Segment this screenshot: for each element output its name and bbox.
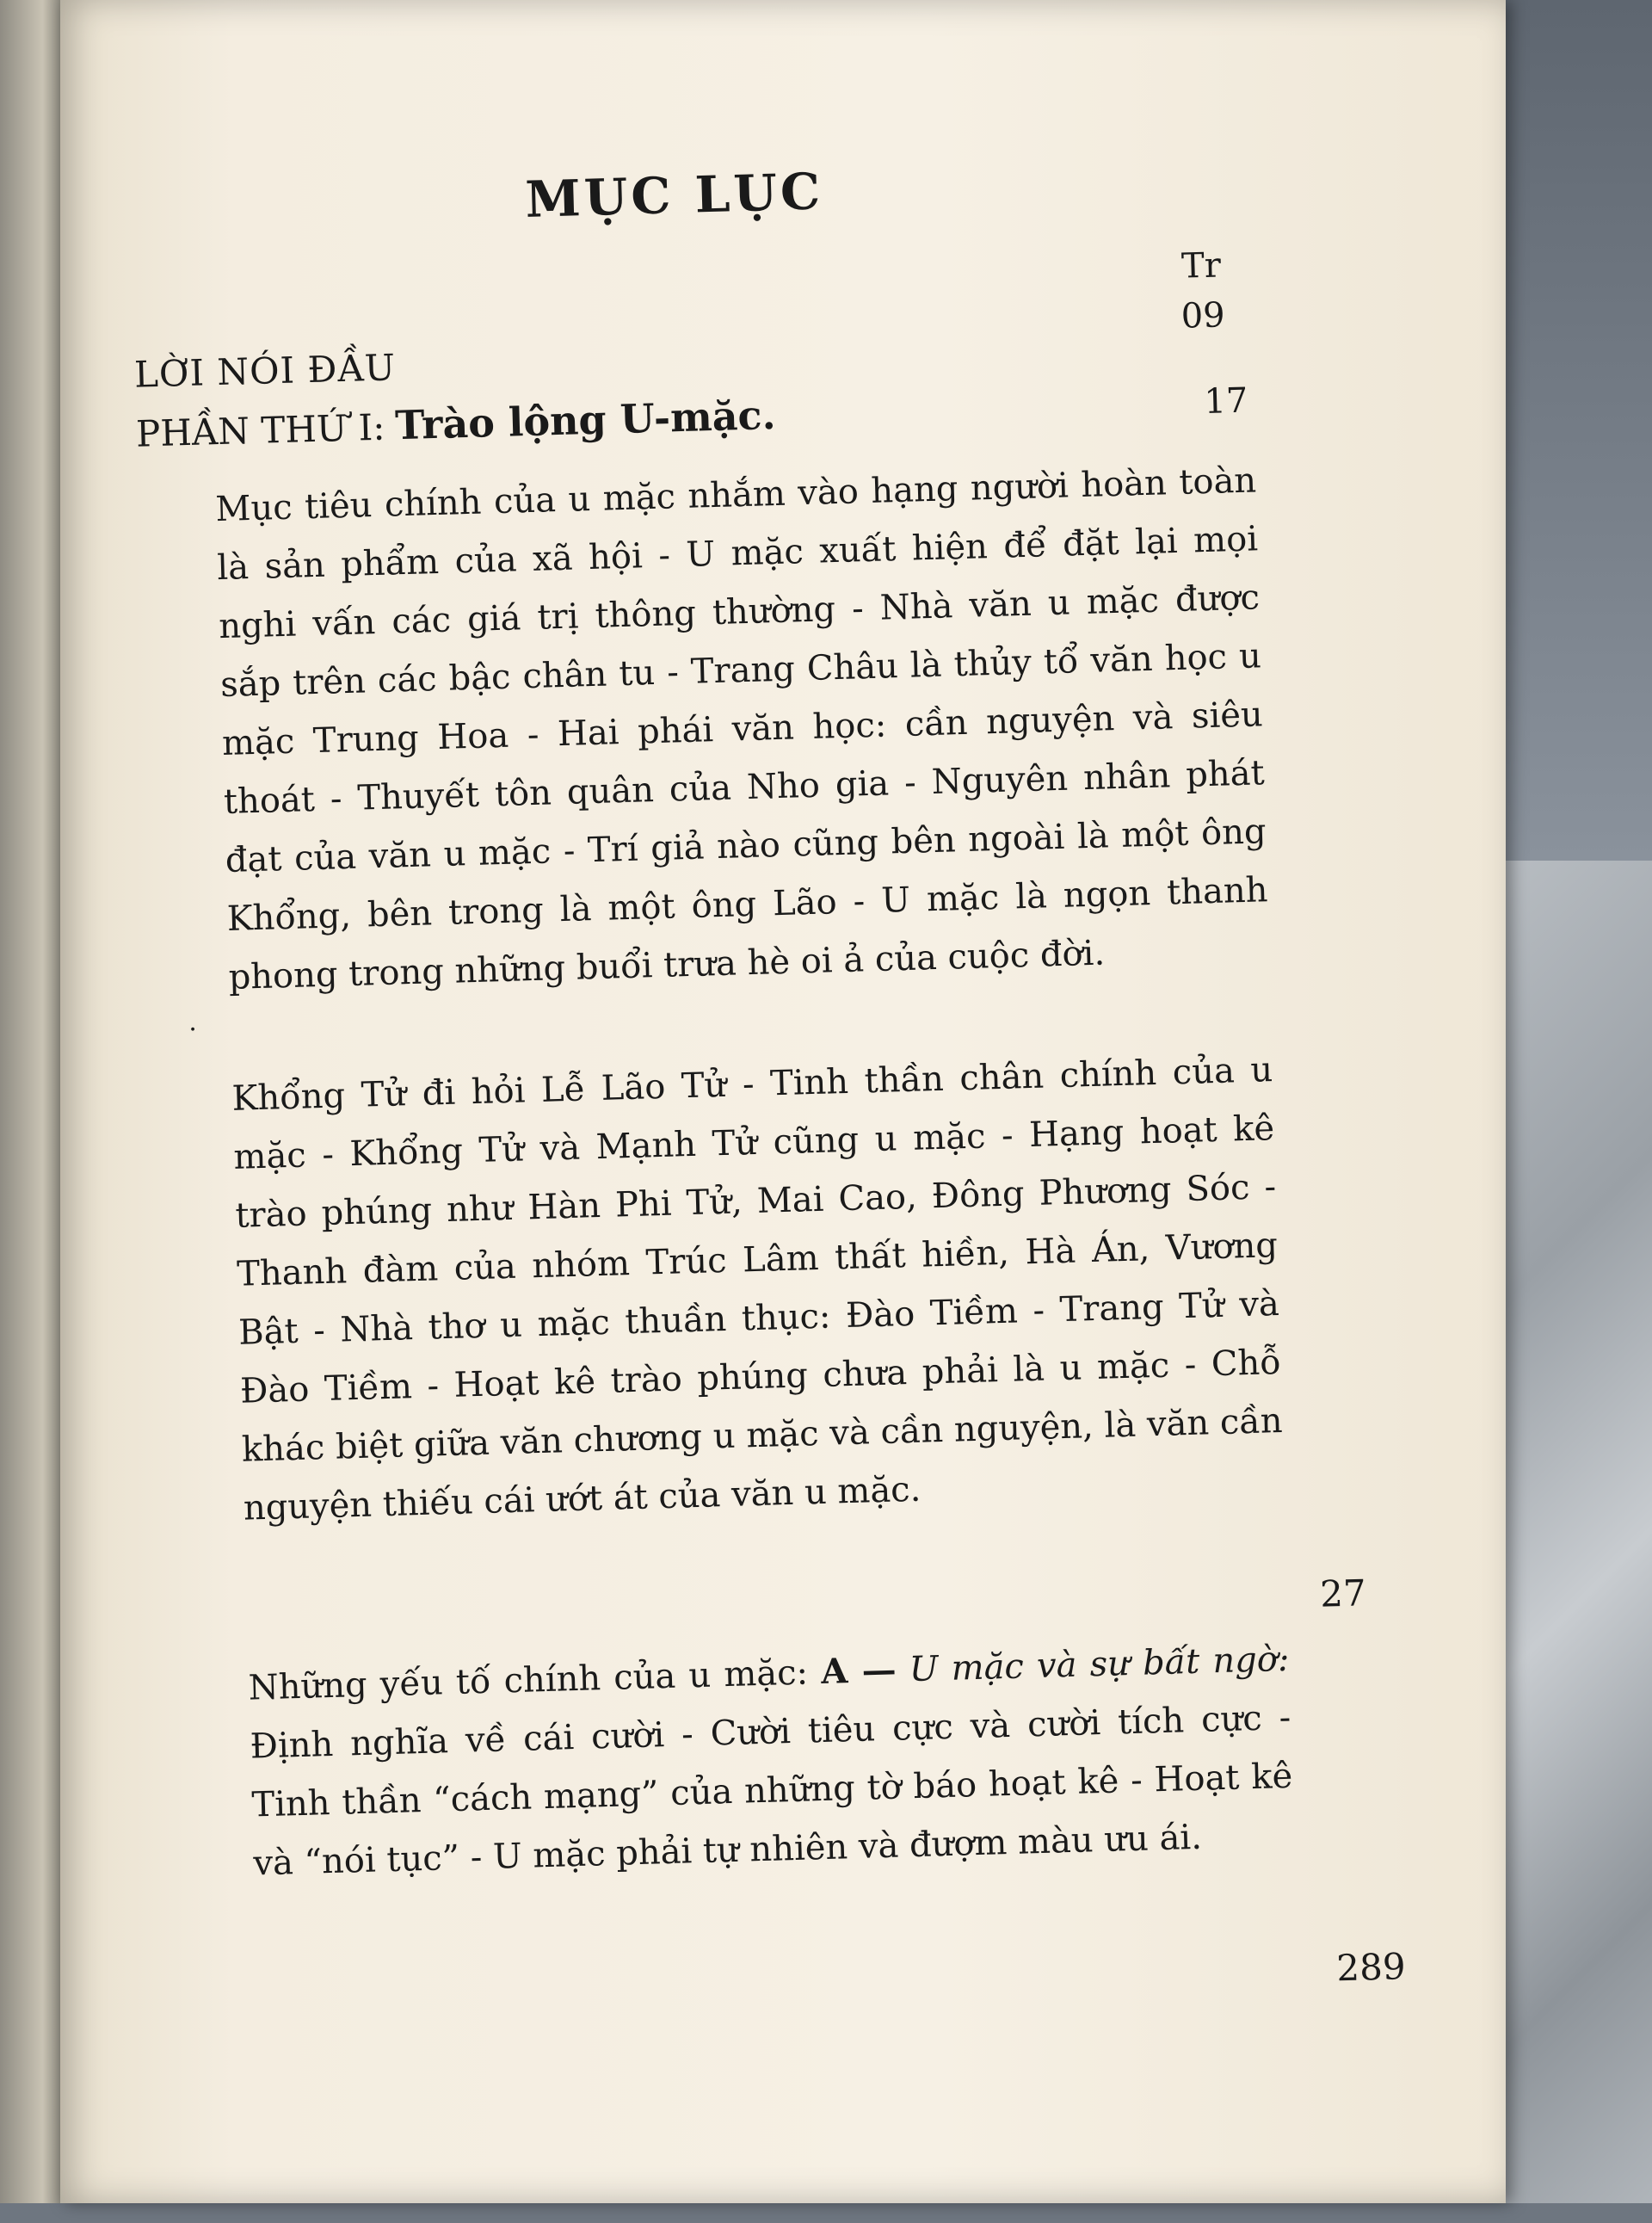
page-column-label: Tr (1180, 245, 1222, 287)
toc-part-title: Trào lộng U-mặc. (394, 391, 777, 449)
toc-entry-3-start: Những yếu tố chính của u mặc: (248, 1652, 809, 1708)
page-number: 289 (1335, 1945, 1407, 1990)
page-title: MỤC LỤC (524, 162, 825, 229)
toc-part-heading (135, 392, 776, 456)
toc-part-prefix: PHẦN THỨ I: (135, 405, 386, 455)
toc-foreword-page: 09 (1180, 295, 1226, 337)
background-surface (1497, 0, 1652, 861)
page-content (30, 0, 1537, 2223)
toc-entry-3-italic: U mặc và sự bất ngờ: (909, 1639, 1290, 1690)
toc-entry-1: Mục tiêu chính của u mặc nhắm vào hạng người hoàn toàn là sản phẩm của xã hội - U mặc xuất hiện để đặt lại mọi nghi vấn các giá trị thông thường - Nhà văn u mặc được sắp trên các bậc chân tu - Trang Châu là thủy tổ văn học u mặc Trung Hoa - Hai phái văn học: cần nguyện và siêu thoát - Thuyết tôn quân của Nho gia - Nguyên nhân phát đạt của văn u mặc - Trí giả nào cũng bên ngoài là một ông Khổng, bên trong là một ông Lão - U mặc là ngọn thanh phong trong những buổi trưa hè oi ả của cuộc đời. (214, 460, 1268, 997)
book-page (60, 0, 1506, 2203)
toc-foreword: LỜI NÓI ĐẦU (133, 346, 397, 396)
toc-entry-3 (248, 1630, 1295, 1893)
toc-entry-2: Khổng Tử đi hỏi Lễ Lão Tử - Tinh thần chân chính của u mặc - Khổng Tử và Mạnh Tử cũng u mặc - Hạng hoạt kê trào phúng như Hàn Phi Tử, Mai Cao, Đông Phương Sóc - Thanh đàm của nhóm Trúc Lâm thất hiền, Hà Án, Vương Bật - Nhà thơ u mặc thuần thục: Đào Tiềm - Trang Tử và Đào Tiềm - Hoạt kê trào phúng chưa phải là u mặc - Chỗ khác biệt giữa văn chương u mặc và cần nguyện, là văn cần nguyện thiếu cái ướt át của văn u mặc. (231, 1050, 1284, 1528)
toc-part-page: 17 (1203, 380, 1249, 423)
toc-entry-3-rest: Định nghĩa về cái cười - Cười tiêu cực và cười tích cực - Tinh thần “cách mạng” của những tờ báo hoạt kê - Hoạt kê và “nói tục” - U mặc phải tự nhiên và đượm màu ưu ái. (250, 1697, 1293, 1884)
toc-entry-3-page: 27 (1319, 1572, 1367, 1615)
margin-mark: · (188, 1014, 198, 1046)
toc-entry-3-label: A — (820, 1649, 897, 1693)
